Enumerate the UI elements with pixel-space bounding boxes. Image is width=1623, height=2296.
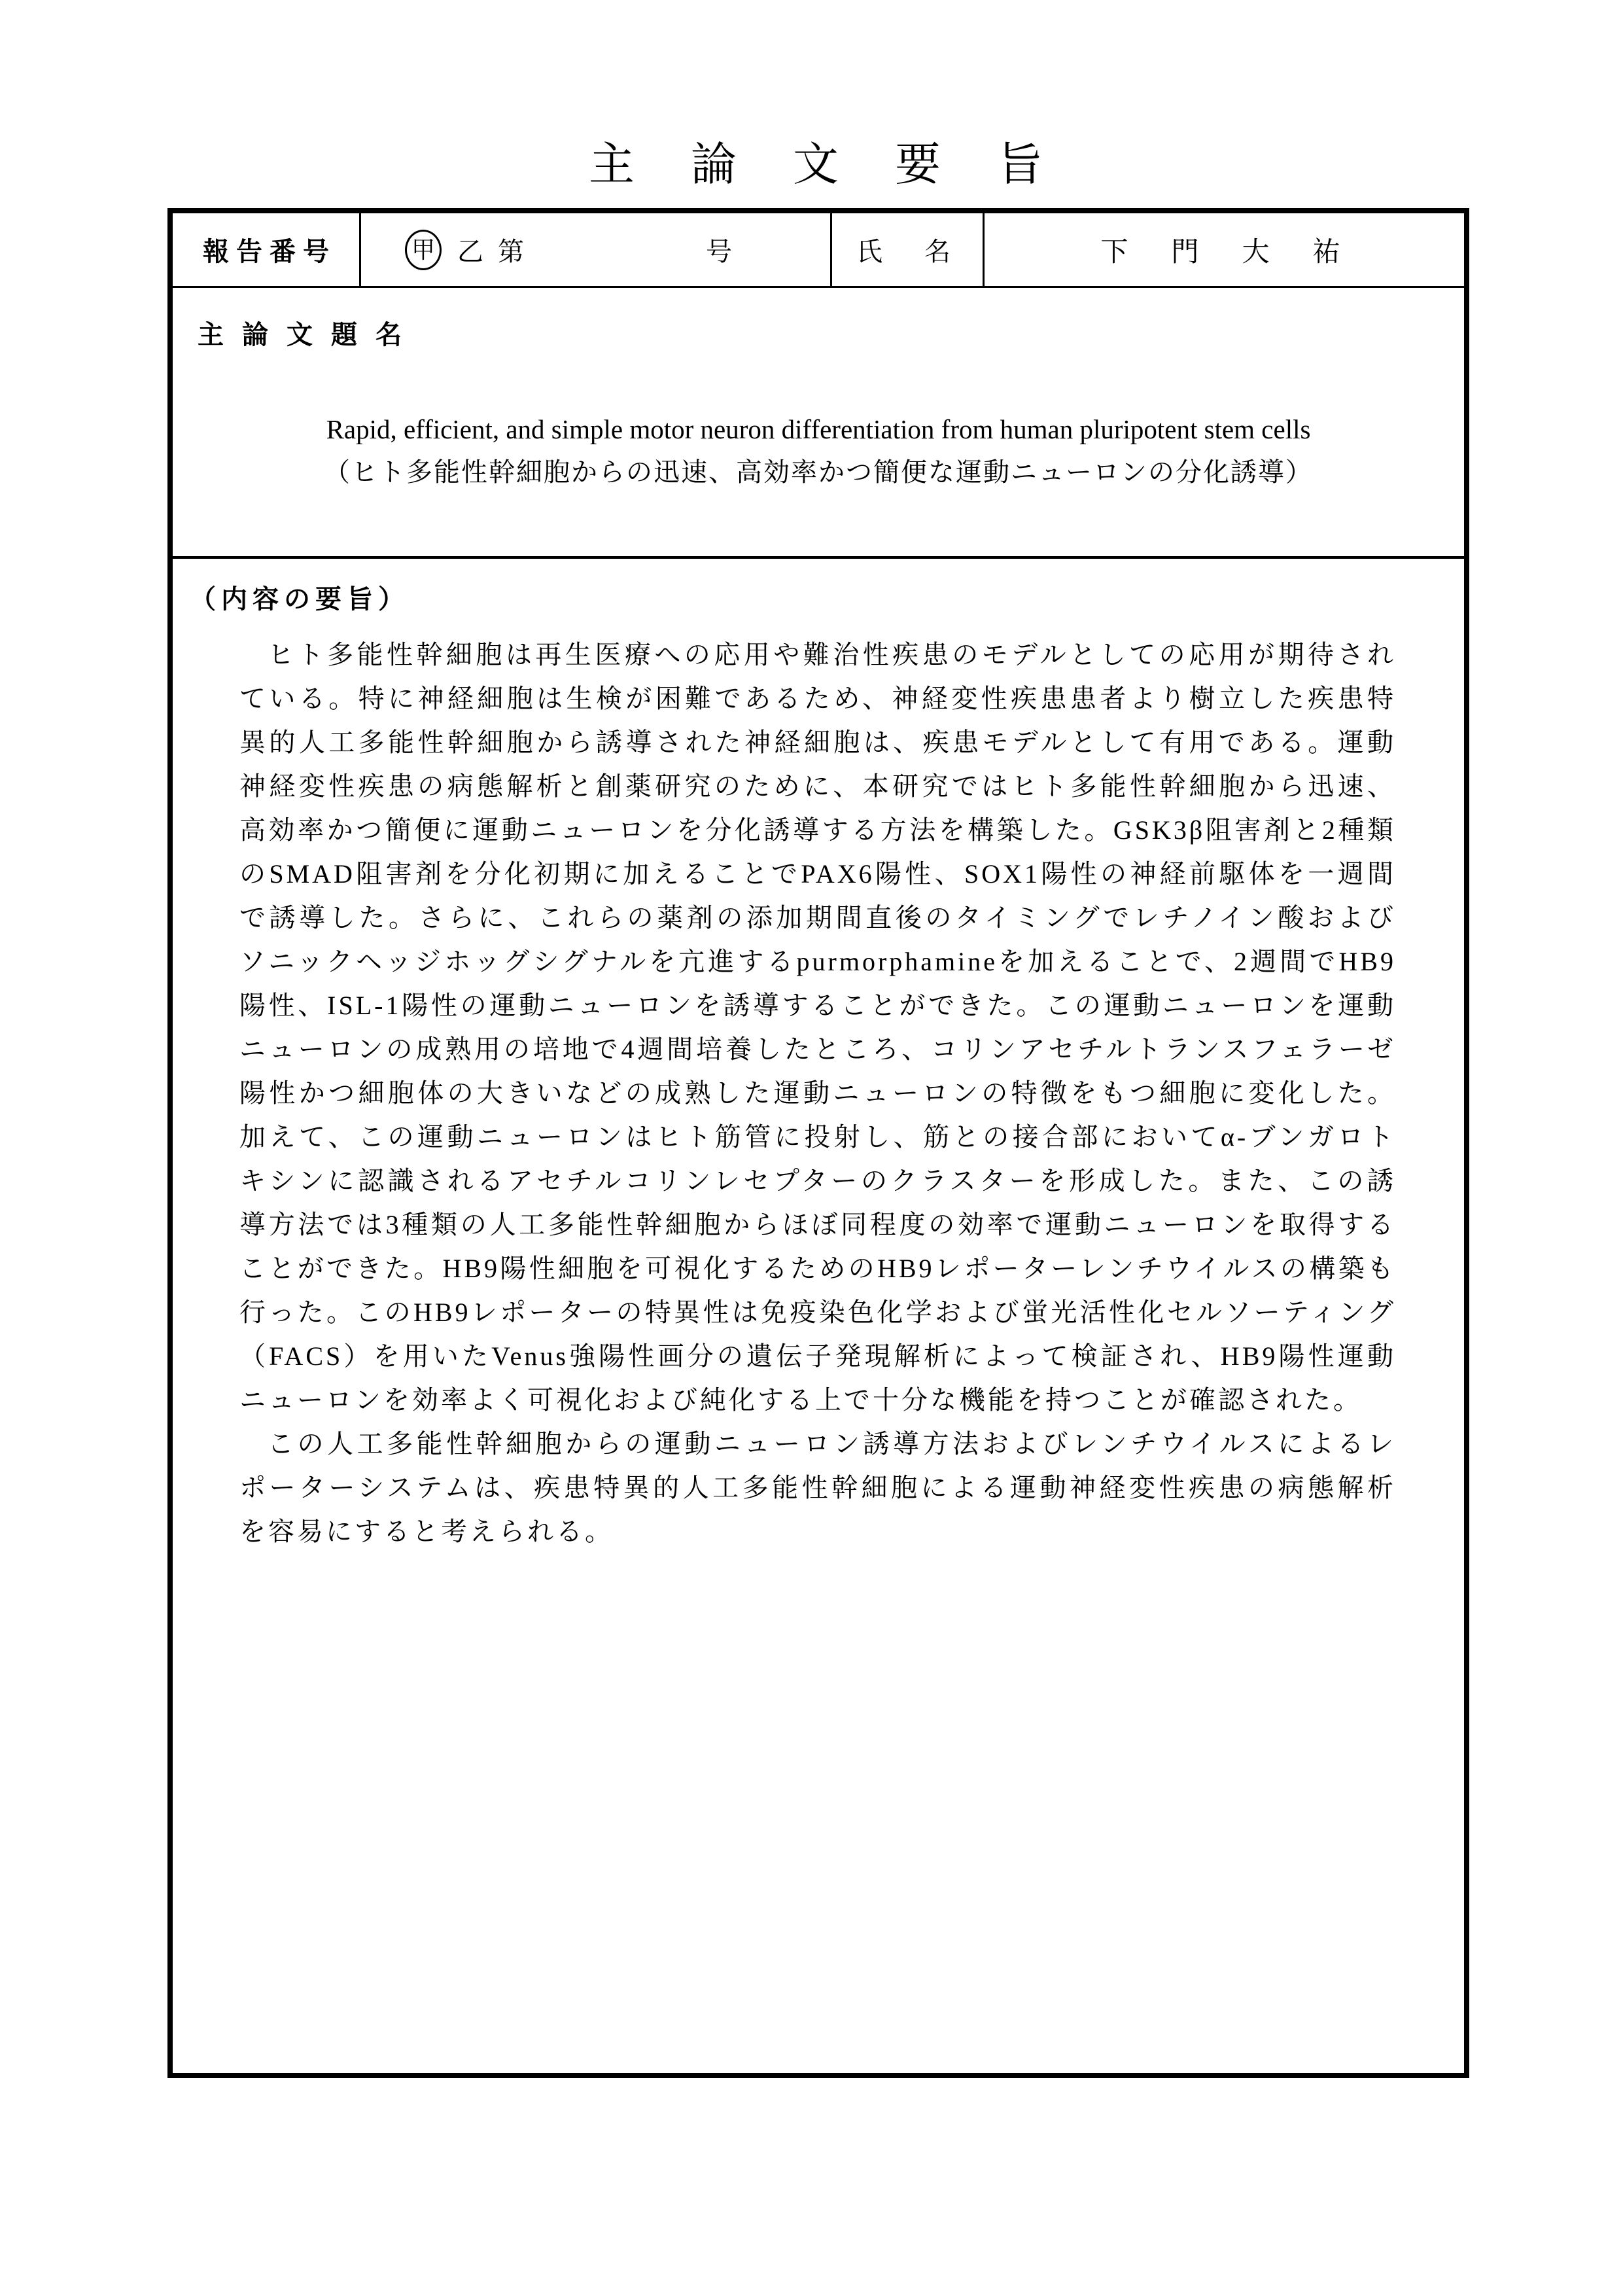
abstract-line: 加えて、この運動ニューロンはヒト筋管に投射し、筋との接合部においてα-ブンガロト xyxy=(239,1122,1396,1152)
page-title: 主 論 文 要 旨 xyxy=(589,140,1048,190)
abstract-line: のSMAD阻害剤を分化初期に加えることでPAX6陽性、SOX1陽性の神経前駆体を一週間 xyxy=(239,859,1396,889)
report-header-row xyxy=(173,213,1464,288)
abstract-line: 陽性かつ細胞体の大きいなどの成熟した運動ニューロンの特徴をもつ細胞に変化した。 xyxy=(239,1078,1396,1108)
abstract-line: ことができた。HB9陽性細胞を可視化するためのHB9レポーターレンチウイルスの構築も xyxy=(239,1254,1396,1283)
name-label: 氏 名 xyxy=(856,237,958,266)
thesis-title-section xyxy=(173,288,1464,559)
thesis-title-label: 主論文題名 xyxy=(198,321,420,349)
report-number-label-cell xyxy=(173,213,361,286)
kou-label: 甲 xyxy=(411,236,435,263)
abstract-line: ヒト多能性幹細胞は再生医療への応用や難治性疾患のモデルとしての応用が期待され xyxy=(268,640,1396,669)
abstract-line: 高効率かつ簡便に運動ニューロンを分化誘導する方法を構築した。GSK3β阻害剤と2種類 xyxy=(239,815,1396,845)
report-number-label: 報告番号 xyxy=(203,238,336,266)
abstract-line: ソニックヘッジホッグシグナルを亢進するpurmorphamineを加えることで、2週間でHB9 xyxy=(239,947,1396,976)
thesis-title-english: Rapid, efficient, and simple motor neuron differentiation from human pluripotent stem cells xyxy=(326,414,1311,444)
name-label-cell xyxy=(832,213,985,286)
abstract-line: 陽性、ISL-1陽性の運動ニューロンを誘導することができた。この運動ニューロンを運動 xyxy=(239,991,1396,1020)
abstract-line: 神経変性疾患の病態解析と創薬研究のために、本研究ではヒト多能性幹細胞から迅速、 xyxy=(239,771,1396,801)
report-number-cell xyxy=(361,213,832,286)
name-value: 下 門 大 祐 xyxy=(1100,237,1348,268)
abstract-line: で誘導した。さらに、これらの薬剤の添加期間直後のタイミングでレチノイン酸および xyxy=(239,903,1396,932)
abstract-line: ポーターシステムは、疾患特異的人工多能性幹細胞による運動神経変性疾患の病態解析 xyxy=(239,1473,1396,1502)
main-box xyxy=(167,208,1469,2078)
abstract-line: ニューロンを効率よく可視化および純化する上で十分な機能を持つことが確認された。 xyxy=(239,1385,1362,1415)
abstract-line: 異的人工多能性幹細胞から誘導された神経細胞は、疾患モデルとして有用である。運動 xyxy=(239,728,1396,757)
abstract-section xyxy=(173,559,1464,2073)
gou-label: 号 xyxy=(706,237,732,266)
abstract-line: （FACS）を用いたVenus強陽性画分の遺伝子発現解析によって検証され、HB9陽性運動 xyxy=(239,1341,1396,1371)
abstract-line: ニューロンの成熟用の培地で4週間培養したところ、コリンアセチルトランスフェラーゼ xyxy=(239,1034,1396,1064)
abstract-line: キシンに認識されるアセチルコリンレセプターのクラスターを形成した。また、この誘 xyxy=(239,1166,1396,1195)
name-value-cell xyxy=(985,213,1464,286)
otsu-label: 乙 xyxy=(457,237,483,266)
abstract-line: を容易にすると考えられる。 xyxy=(239,1517,614,1546)
abstract-line: 行った。このHB9レポーターの特異性は免疫染色化学および蛍光活性化セルソーティング xyxy=(239,1298,1396,1327)
abstract-line: ている。特に神経細胞は生検が困難であるため、神経変性疾患患者より樹立した疾患特 xyxy=(239,684,1396,713)
abstract-label: （内容の要旨） xyxy=(190,585,410,614)
abstract-line: 導方法では3種類の人工多能性幹細胞からほぼ同程度の効率で運動ニューロンを取得する xyxy=(239,1210,1396,1239)
abstract-body xyxy=(239,633,1396,1553)
thesis-title-japanese: （ヒト多能性幹細胞からの迅速、高効率かつ簡便な運動ニューロンの分化誘導） xyxy=(324,457,1313,487)
dai-label: 第 xyxy=(498,237,524,266)
abstract-line: この人工多能性幹細胞からの運動ニューロン誘導方法およびレンチウイルスによるレ xyxy=(268,1429,1396,1458)
kou-circle-mark xyxy=(405,230,442,270)
